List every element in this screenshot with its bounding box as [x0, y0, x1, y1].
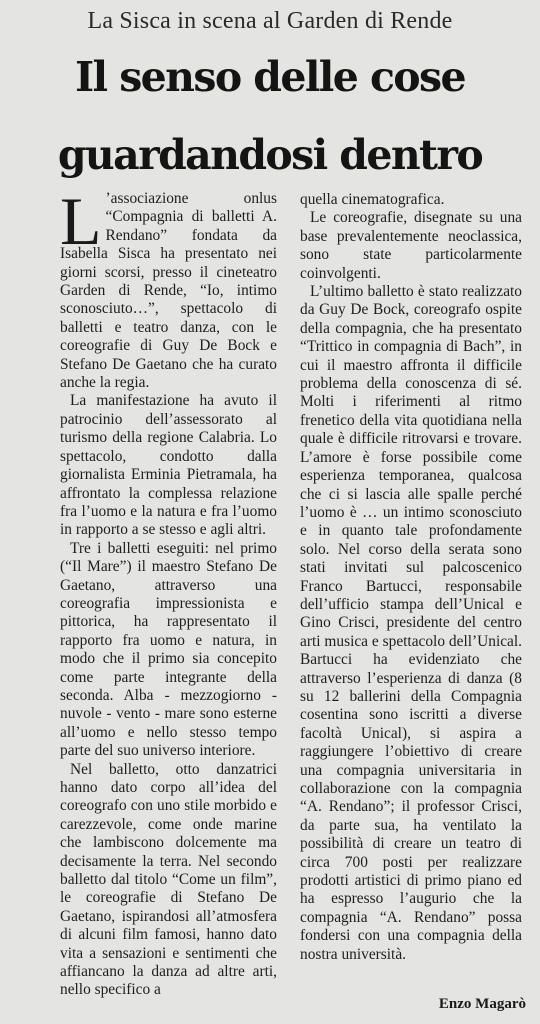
article-headline-line-2: guardandosi dentro [57, 131, 483, 179]
paragraph-5: quella cinematografica. [300, 191, 445, 208]
paragraph-6: Le coreografie, disegnate su una base prevalentemente neoclassica, sono state particolarmente coinvolgenti. [300, 209, 522, 282]
paragraph-3: Tre i balletti eseguiti: nel primo (“Il Mare”) il maestro Stefano De Gaetano, attraverso una coreografia impressionista e pittorica, ha rappresentato il rapporto fra uomo e natura, in modo che il primo sia concepito come parte integrante della seconda. Alba - mezzogiorno - nuvole - vento - mare sono esterne all’uomo e nello stesso tempo parte del suo universo interiore. [60, 539, 277, 760]
paragraph-1 [60, 183, 277, 392]
article-headline-line-1: Il senso delle cose [74, 53, 466, 101]
paragraph-4: Nel balletto, otto danzatrici hanno dato corpo all’idea del coreografo con uno stile morbido e carezzevole, come onde marine che lambiscono dolcemente ma decisamente la terra. Nel secondo balletto dal titolo “Come un film”, le coreografie di Stefano De Gaetano, ispirandosi all’atmosfera di alcuni film famosi, hanno dato vita a sensazioni e sentimenti che affiancano la danza ad altre arti, nello specifico a [60, 760, 277, 999]
paragraph-2: La manifestazione ha avuto il patrocinio dell’assessorato al turismo della regione Calabria. Lo spettacolo, condotto dalla giornalista Erminia Pietramala, ha affrontato la complessa relazione fra l’uomo e la natura e fra l’uomo in rapporto a se stesso e agli altri. [60, 392, 277, 539]
article-kicker: La Sisca in scena al Garden di Rende [87, 8, 453, 34]
paragraph-7: L’ultimo balletto è stato realizzato da Guy De Bock, coreografo ospite della compagnia, che ha presentato “Trittico in compagnia di Bach”, in cui il maestro affronta il difficile problema della conoscenza di sé. Molti i riferimenti al ritmo frenetico della vita quotidiana nella quale è difficile ritrovarsi e trovare. L’amore è forse possibile come esperienza temporanea, qualcosa che ci si lascia alle spalle perché l’uomo è … un intimo sconosciuto e in quanto tale profondamente solo. Nel corso della serata sono stati invitati sul palcoscenico Franco Bartucci, responsabile dell’ufficio stampa dell’Unical e Gino Crisci, presidente del centro arti musica e spettacolo dell’Unical. Bartucci ha evidenziato che attraverso l’esperienza di danza (8 su 12 ballerini della Compagnia cosentina sono iscritti a diverse facoltà Unical), si aspira a raggiungere l’obiettivo di creare una compagnia universitaria in collaborazione con la compagnia “A. Rendano”; il professor Crisci, da parte sua, ha ventilato la possibilità di creare un teatro di circa 700 posti per realizzare prodotti artistici di primo piano ed ha espresso l’augurio che la compagnia “A. Rendano” possa fondersi con una compagnia della nostra università. [300, 283, 522, 963]
paragraph-1-text: ’associazione onlus “Compagnia di balletti A. Rendano” fondata da Isabella Sisca ha presentato nei giorni scorsi, presso il cineteatro Garden di Rende, “Io, intimo sconosciuto…”, spettacolo di balletti e teatro danza, con le coreografie di Guy De Bock e Stefano De Gaetano che ha curato anche la regia. [60, 190, 277, 392]
article-byline: Enzo Magarò [438, 996, 526, 1012]
article-column-left [60, 183, 277, 1000]
drop-cap: L [60, 183, 102, 259]
article-column-right [300, 191, 522, 964]
